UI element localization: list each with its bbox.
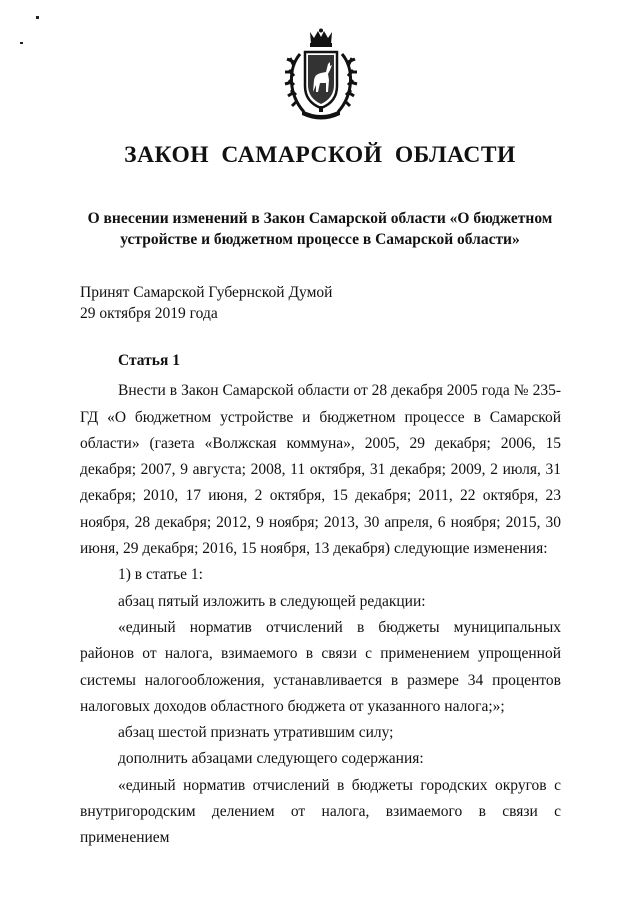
article-paragraph: абзац пятый изложить в следующей редакции: [118,592,426,610]
article-paragraph: «единый норматив отчислений в бюджеты муниципальных районов от налога, взимаемого в связи с применением упрощенной системы налогообложения, устанавливается в размере 34 процентов налоговых доходов областного бюджета от указанного налога;»; [80,618,561,715]
article-paragraph: абзац шестой признать утратившим силу; [118,724,394,742]
article-paragraph: дополнить абзацами следующего содержания: [118,750,424,768]
document-title: ЗАКОН САМАРСКОЙ ОБЛАСТИ [124,142,516,168]
adoption-body: Принят Самарской Губернской Думой [80,284,333,301]
subtitle-line: устройстве и бюджетном процессе в Самарской области» [120,231,520,248]
article-heading: Статья 1 [118,352,180,369]
samara-coat-of-arms-icon [284,28,358,124]
article-body [80,348,561,852]
adoption-info [80,282,332,324]
article-paragraph: Внести в Закон Самарской области от 28 декабря 2005 года № 235-ГД «О бюджетном устройстве и бюджетном процессе в Самарской области» (газета «Волжская коммуна», 2005, 29 декабря; 2006, 15 декабря; 2007, 9 августа; 2008, 11 октября, 31 декабря; 2009, 2 июля, 31 декабря; 2010, 17 июня, 2 октября, 15 декабря; 2011, 22 октября, 23 ноября, 28 декабря; 2012, 9 ноября; 2013, 30 апреля, 6 ноября; 2015, 30 июня, 29 декабря; 2016, 15 ноября, 13 декабря) следующие изменения: [80,382,561,558]
scan-speck [20,42,23,44]
subtitle-line: О внесении изменений в Закон Самарской области «О бюджетном [87,210,553,227]
adoption-date: 29 октября 2019 года [80,305,218,322]
scan-speck [36,16,39,19]
document-subtitle [80,208,560,250]
article-paragraph: «единый норматив отчислений в бюджеты городских округов с внутригородским делением от налога, взимаемого в связи с применением [80,776,561,847]
article-paragraph: 1) в статье 1: [118,566,203,584]
